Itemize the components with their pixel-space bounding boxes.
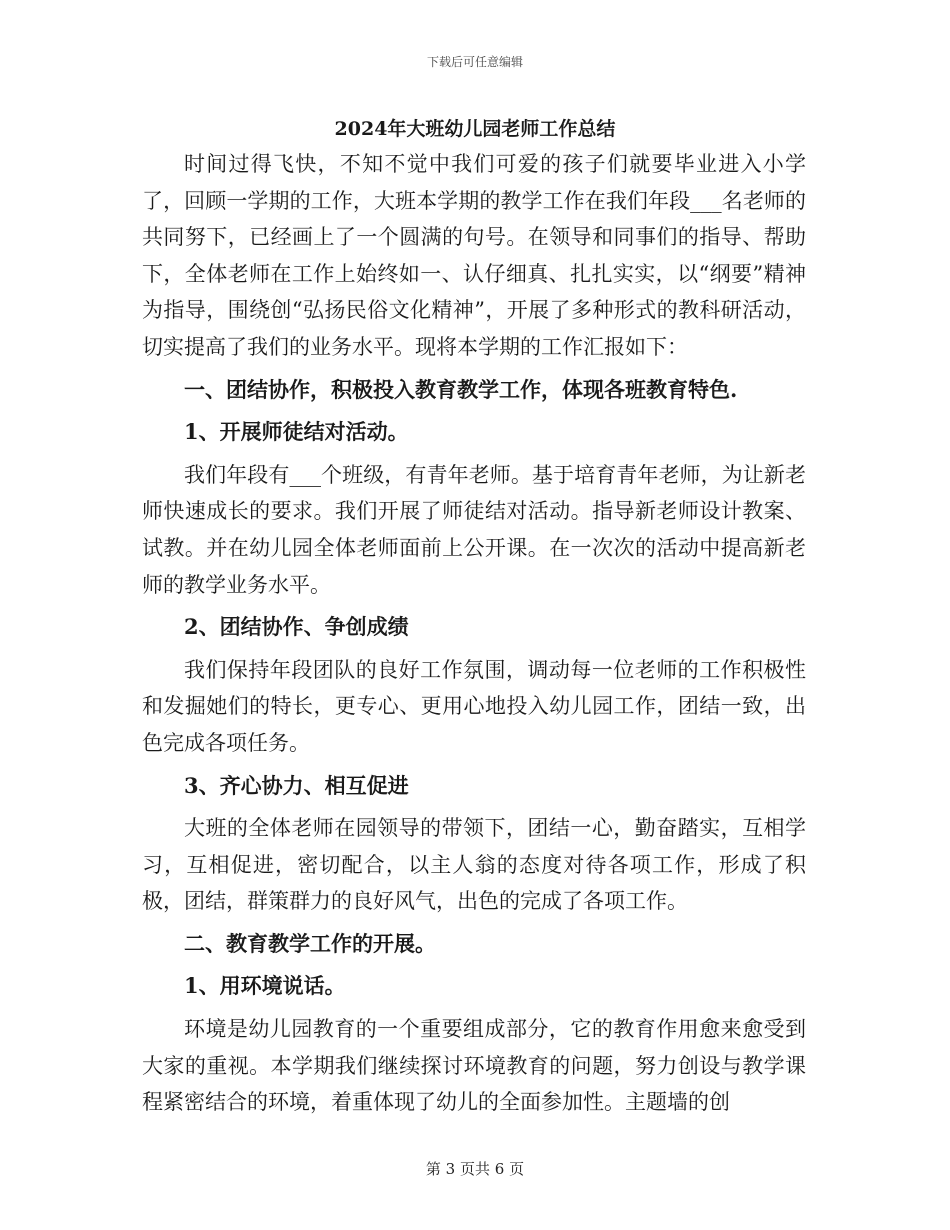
body-paragraph: 大班的全体老师在园领导的带领下，团结一心，勤奋踏实，互相学习，互相促进，密切配合，以主人翁的态度对待各项工作，形成了积极，团结，群策群力的良好风气，出色的完成了各项工作。	[142, 816, 806, 914]
section-heading: 一、团结协作，积极投入教育教学工作，体现各班教育特色.	[184, 376, 738, 402]
subsection-heading: 1、开展师徒结对活动。	[184, 419, 409, 445]
subsection-heading: 2、团结协作、争创成绩	[184, 614, 409, 640]
subsection-heading: 1、用环境说话。	[184, 973, 346, 999]
body-paragraph: 环境是幼儿园教育的一个重要组成部分，它的教育作用愈来愈受到大家的重视。本学期我们继续探讨环境教育的问题，努力创设与教学课程紧密结合的环境，着重体现了幼儿的全面参加性。主题墙的创	[142, 1017, 806, 1115]
section-heading: 二、教育教学工作的开展。	[184, 930, 436, 956]
body-paragraph: 我们年段有___个班级，有青年老师。基于培育青年老师，为让新老师快速成长的要求。我们开展了师徒结对活动。指导新老师设计教案、试教。并在幼儿园全体老师面前上公开课。在一次次的活动中提高新老师的教学业务水平。	[142, 462, 806, 597]
body-paragraph: 时间过得飞快，不知不觉中我们可爱的孩子们就要毕业进入小学了，回顾一学期的工作，大班本学期的教学工作在我们年段___名老师的共同努下，已经画上了一个圆满的句号。在领导和同事们的指导、帮助下，全体老师在工作上始终如一、认仔细真、扎扎实实，以“纲要”精神为指导，围绕创“弘扬民俗文化精神”，开展了多种形式的教科研活动，切实提高了我们的业务水平。现将本学期的工作汇报如下：	[142, 152, 806, 359]
header-note: 下载后可任意编辑	[426, 55, 523, 69]
body-paragraph: 我们保持年段团队的良好工作氛围，调动每一位老师的工作积极性和发掘她们的特长，更专心、更用心地投入幼儿园工作，团结一致，出色完成各项任务。	[142, 657, 806, 755]
subsection-heading: 3、齐心协力、相互促进	[184, 772, 409, 798]
document-body	[142, 146, 806, 1121]
document-title: 2024年大班幼儿园老师工作总结	[334, 118, 616, 140]
page-number-footer: 第 3 页共 6 页	[425, 1160, 525, 1178]
